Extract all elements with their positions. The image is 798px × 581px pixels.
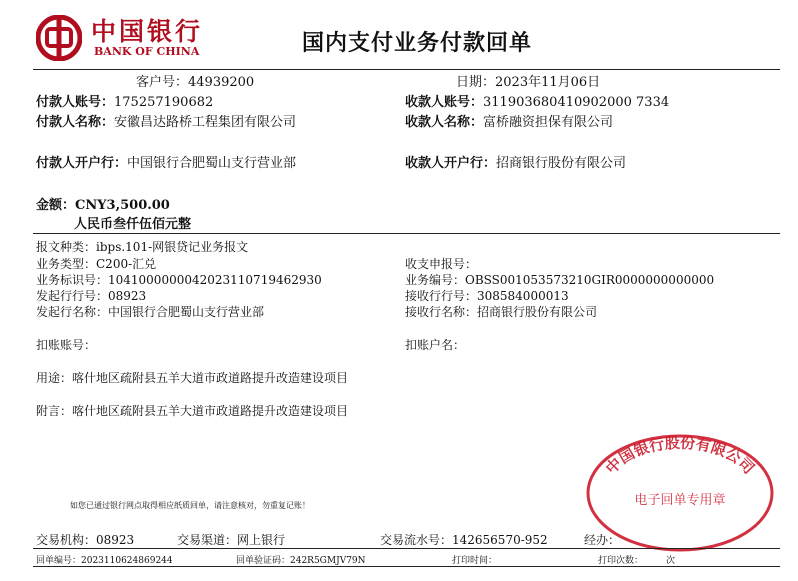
divider-footer [33, 548, 780, 549]
sending-bank-no: 发起行行号：08923 [36, 289, 147, 303]
amount-in-words: 人民币叁仟伍佰元整 [74, 217, 192, 232]
business-no: 业务编号：OBSS001053573210GIR0000000000000 [405, 273, 715, 287]
handler: 经办： [584, 533, 621, 547]
payer-bank: 付款人开户行：中国银行合肥蜀山支行营业部 [36, 156, 297, 171]
bank-logo [36, 15, 82, 65]
print-count-suffix: 次 [666, 556, 676, 566]
duplicate-notice: 如您已通过银行网点取得相应纸质回单，请注意核对，勿重复记账！ [70, 501, 310, 510]
postscript: 附言：喀什地区疏附县五羊大道市政道路提升改造建设项目 [36, 404, 349, 418]
message-type: 报文种类：ibps.101-网银贷记业务报文 [36, 240, 249, 254]
bank-name-en: BANK OF CHINA [94, 45, 200, 58]
divider-amount [33, 233, 780, 234]
customer-no: 客户号：44939200 [136, 75, 255, 90]
stamp-center-text: 电子回单专用章 [634, 493, 726, 508]
payee-bank: 收款人开户行：招商银行股份有限公司 [405, 156, 627, 171]
receiving-bank-no: 接收行行号：308584000013 [405, 289, 569, 303]
transaction-institution: 交易机构：08923 [36, 533, 135, 547]
business-id: 业务标识号：1041000000042023110719462930 [36, 273, 322, 287]
debit-account-name: 扣账户名： [405, 338, 466, 352]
amount: 金额：CNY3,500.00 [36, 198, 170, 213]
bank-name-cn: 中国银行 [91, 17, 204, 46]
sending-bank-name: 发起行名称：中国银行合肥蜀山支行营业部 [36, 305, 265, 319]
svg-text:中国银行股份有限公司 [602, 434, 758, 478]
receipt-no: 回单编号：2023110624869244 [36, 556, 173, 566]
business-type: 业务类型：C200-汇兑 [36, 257, 157, 271]
verify-code: 回单验证码：242R5GMJV79N [236, 556, 366, 566]
receiving-bank-name: 接收行名称：招商银行股份有限公司 [405, 305, 598, 319]
bank-of-china-logo-icon [36, 15, 82, 61]
transaction-serial: 交易流水号：142656570-952 [380, 533, 548, 547]
divider-bottom [33, 566, 780, 567]
report-no: 收支申报号： [405, 257, 478, 271]
transaction-channel: 交易渠道：网上银行 [177, 533, 286, 547]
print-count: 打印次数： [598, 556, 644, 566]
date: 日期：2023年11月06日 [456, 75, 601, 90]
payer-name: 付款人名称：安徽昌达路桥工程集团有限公司 [36, 115, 297, 130]
divider-top [33, 69, 780, 70]
purpose: 用途：喀什地区疏附县五羊大道市政道路提升改造建设项目 [36, 371, 349, 385]
stamp-ring-text: 中国银行股份有限公司 [602, 433, 758, 478]
print-time: 打印时间： [452, 556, 498, 566]
payee-account: 收款人账号：311903680410902000 7334 [405, 95, 670, 110]
payee-name: 收款人名称：富桥融资担保有限公司 [405, 115, 614, 130]
debit-account: 扣账账号： [36, 338, 97, 352]
payer-account: 付款人账号：175257190682 [36, 95, 214, 110]
page-title: 国内支付业务付款回单 [302, 30, 533, 56]
